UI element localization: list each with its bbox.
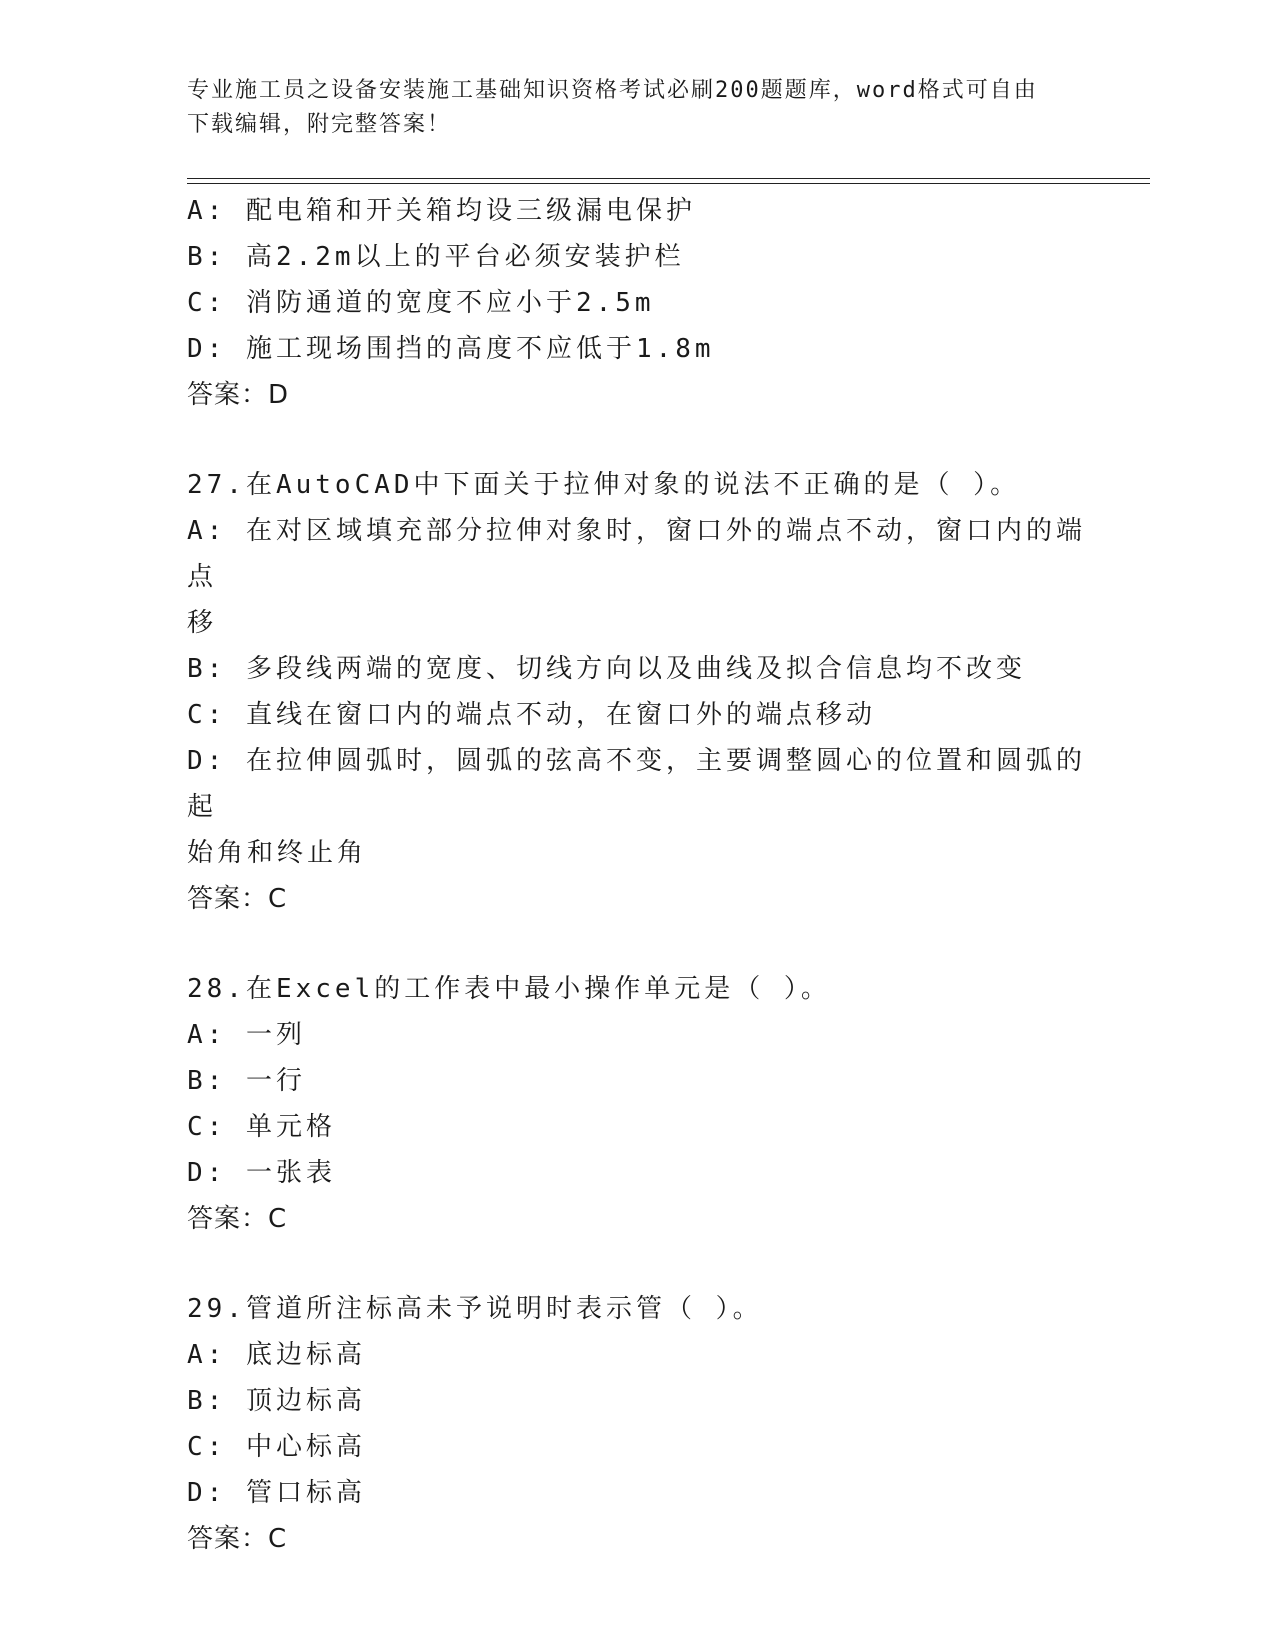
- option-d: D: 施工现场围挡的高度不应低于1.8m: [187, 334, 715, 364]
- option-d: D: 在拉伸圆弧时，圆弧的弦高不变，主要调整圆心的位置和圆弧的起: [187, 746, 1086, 822]
- option-c: C: 中心标高: [187, 1432, 366, 1462]
- option-c: C: 消防通道的宽度不应小于2.5m: [187, 288, 655, 318]
- option-a: A: 底边标高: [187, 1340, 366, 1370]
- option-b: B: 顶边标高: [187, 1386, 366, 1416]
- option-a-continued: 移: [187, 608, 218, 638]
- question-29: [187, 1286, 1087, 1562]
- question-26-tail: [187, 188, 1087, 418]
- answer: 答案：D: [187, 380, 290, 410]
- answer: 答案：C: [187, 1204, 288, 1234]
- question-list: [187, 188, 1087, 1562]
- option-a: A: 在对区域填充部分拉伸对象时，窗口外的端点不动，窗口内的端点: [187, 516, 1086, 592]
- option-d-continued: 始角和终止角: [187, 838, 368, 868]
- option-a: A: 一列: [187, 1020, 306, 1050]
- option-c: C: 单元格: [187, 1112, 336, 1142]
- question-stem: 29.管道所注标高未予说明时表示管（ ）。: [187, 1294, 763, 1324]
- question-stem: 27.在AutoCAD中下面关于拉伸对象的说法不正确的是（ ）。: [187, 470, 1021, 500]
- option-b: B: 高2.2m以上的平台必须安装护栏: [187, 242, 685, 272]
- question-stem: 28.在Excel的工作表中最小操作单元是（ ）。: [187, 974, 831, 1004]
- answer: 答案：C: [187, 1524, 288, 1554]
- option-d: D: 一张表: [187, 1158, 336, 1188]
- header-line-1: 专业施工员之设备安装施工基础知识资格考试必刷200题题库，word格式可自由: [187, 78, 1038, 103]
- option-b: B: 一行: [187, 1066, 306, 1096]
- header-line-2: 下载编辑，附完整答案！: [187, 112, 452, 137]
- header-divider-top: [187, 178, 1150, 179]
- question-27: [187, 462, 1087, 922]
- option-c: C: 直线在窗口内的端点不动，在窗口外的端点移动: [187, 700, 876, 730]
- answer: 答案：C: [187, 884, 288, 914]
- option-d: D: 管口标高: [187, 1478, 366, 1508]
- document-header: [187, 74, 1087, 142]
- option-b: B: 多段线两端的宽度、切线方向以及曲线及拟合信息均不改变: [187, 654, 1026, 684]
- question-28: [187, 966, 1087, 1242]
- option-a: A: 配电箱和开关箱均设三级漏电保护: [187, 196, 696, 226]
- header-divider-bottom: [187, 183, 1150, 184]
